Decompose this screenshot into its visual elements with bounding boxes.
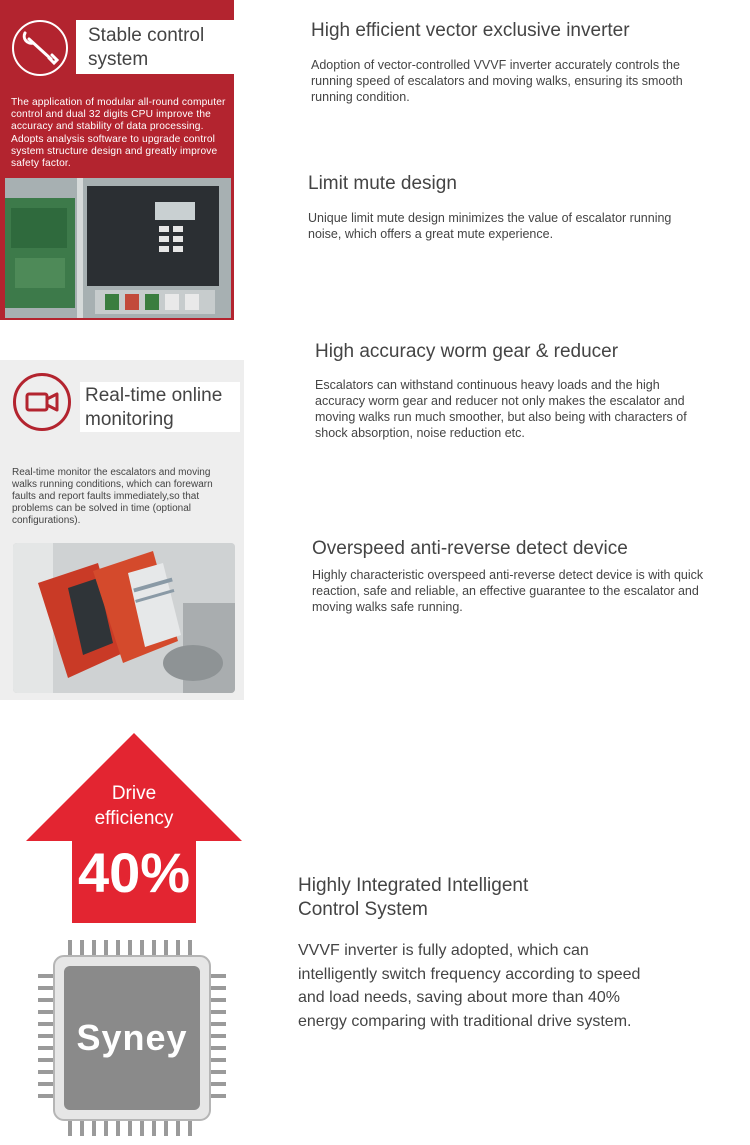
feature-title: High efficient vector exclusive inverter — [311, 20, 630, 41]
drive-efficiency-value: 40% — [77, 841, 191, 904]
drive-efficiency-arrow — [26, 733, 242, 923]
stable-control-title: Stable control system — [88, 25, 205, 70]
monitoring-title-box — [80, 382, 240, 432]
feature-description: Adoption of vector-controlled VVVF inverter accurately controls the running speed of escalators and moving walks, ensuring its smooth running condition. — [311, 58, 683, 104]
feature-title: Overspeed anti-reverse detect device — [312, 538, 628, 559]
feature-description: Escalators can withstand continuous heavy loads and the high accuracy worm gear and reducer not only makes the escalator and moving walks run much smoother, but also being with characters of shock absorption, noise reduction etc. — [315, 378, 687, 440]
stable-control-description: The application of modular all-round computer control and dual 32 digits CPU improve the accuracy and stability of data processing. Adopts analysis software to upgrade control system structure design and greatly improve safety factor. — [11, 97, 226, 170]
monitoring-title: Real-time online monitoring — [85, 385, 223, 430]
feature-description: Highly characteristic overspeed anti-reverse detect device is with quick reaction, safe and reliable, an effective guarantee to the escalator and moving walks safe running. — [312, 568, 704, 614]
stable-control-panel — [0, 0, 234, 320]
monitoring-description: Real-time monitor the escalators and moving walks running conditions, which can forewarn faults and report faults immediately,so that problems can be solved in time (optional configurations). — [12, 467, 213, 526]
control-board-photo — [5, 178, 231, 318]
stable-control-title-box — [76, 20, 234, 74]
feature-title: High accuracy worm gear & reducer — [315, 341, 619, 362]
integrated-title: Highly Integrated Intelligent Control System — [298, 875, 529, 920]
processor-chip-icon — [38, 940, 226, 1136]
feature-title: Limit mute design — [308, 173, 457, 194]
video-camera-icon — [13, 373, 71, 431]
wrench-icon — [12, 20, 68, 76]
integrated-description: VVVF inverter is fully adopted, which can intelligently switch frequency according to speed and load needs, saving about more than 40% energy comparing with traditional drive system. — [298, 942, 641, 1030]
monitoring-panel — [0, 360, 244, 700]
drive-efficiency-label: Drive efficiency — [94, 783, 174, 829]
chip-logo-text: Syney — [76, 1017, 188, 1058]
detect-device-photo — [13, 543, 235, 693]
feature-description: Unique limit mute design minimizes the value of escalator running noise, which offers a great mute experience. — [308, 211, 672, 241]
